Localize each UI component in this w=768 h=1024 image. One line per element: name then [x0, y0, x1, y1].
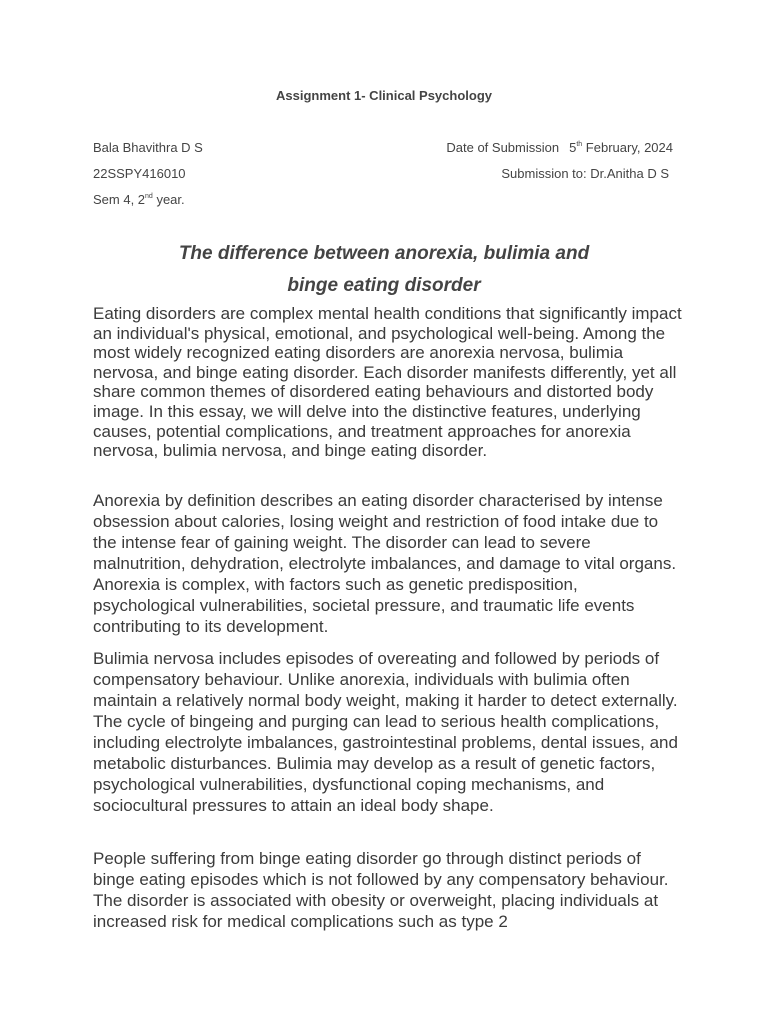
student-name: Bala Bhavithra D S [93, 140, 203, 155]
submission-date-rest: February, 2024 [582, 140, 673, 155]
essay-title-line-1: The difference between anorexia, bulimia and [178, 243, 590, 264]
meta-row-2 [93, 166, 673, 184]
semester [93, 192, 185, 207]
semester-suffix: year. [152, 192, 185, 207]
assignment-title: Assignment 1- Clinical Psychology [276, 88, 492, 103]
paragraph-intro: Eating disorders are complex mental health conditions that significantly impact an individual's physical, emotional, and psychological well-being. Among the most widely recognized eating disorders are anorexia nervosa, bulimia nervosa, and binge eating disorder. Each disorder manifests differently, yet all share common themes of disordered eating behaviours and distorted body image. In this essay, we will delve into the distinctive features, underlying causes, potential complications, and treatment approaches for anorexia nervosa, bulimia nervosa, and binge eating disorder. [93, 304, 682, 461]
submission-date-day: 5 [569, 140, 577, 155]
paragraph-bulimia: Bulimia nervosa includes episodes of overeating and followed by periods of compensatory behaviour. Unlike anorexia, individuals with bulimia often maintain a relatively normal body weight, making it harder to detect externally. The cycle of bingeing and purging can lead to serious health complications, including electrolyte imbalances, gastrointestinal problems, dental issues, and metabolic disturbances. Bulimia may develop as a result of genetic factors, psychological vulnerabilities, dysfunctional coping mechanisms, and sociocultural pressures to attain an ideal body shape. [93, 649, 678, 815]
essay-title [0, 238, 768, 302]
submission-date-sup: th [576, 141, 583, 148]
paragraph-binge-eating: People suffering from binge eating disorder go through distinct periods of binge eating episodes which is not followed by any compensatory behaviour. The disorder is associated with obesity or overweight, placing individuals at increased risk for medical complications such as type 2 [93, 849, 669, 931]
paragraph-anorexia: Anorexia by definition describes an eating disorder characterised by intense obsession about calories, losing weight and restriction of food intake due to the intense fear of gaining weight. The disorder can lead to severe malnutrition, dehydration, electrolyte imbalances, and damage to vital organs. Anorexia is complex, with factors such as genetic predisposition, psychological vulnerabilities, societal pressure, and traumatic life events contributing to its development. [93, 491, 677, 636]
submission-date-label: Date of Submission [446, 140, 560, 155]
submission-to: Submission to: Dr.Anitha D S [501, 166, 669, 181]
essay-title-line-2: binge eating disorder [287, 275, 481, 296]
semester-prefix: Sem 4, 2 [93, 192, 146, 207]
register-number: 22SSPY416010 [93, 166, 186, 181]
meta-row-3 [93, 192, 673, 210]
meta-row-1 [93, 140, 673, 158]
semester-sup: nd [145, 193, 153, 200]
submission-date [446, 140, 673, 155]
